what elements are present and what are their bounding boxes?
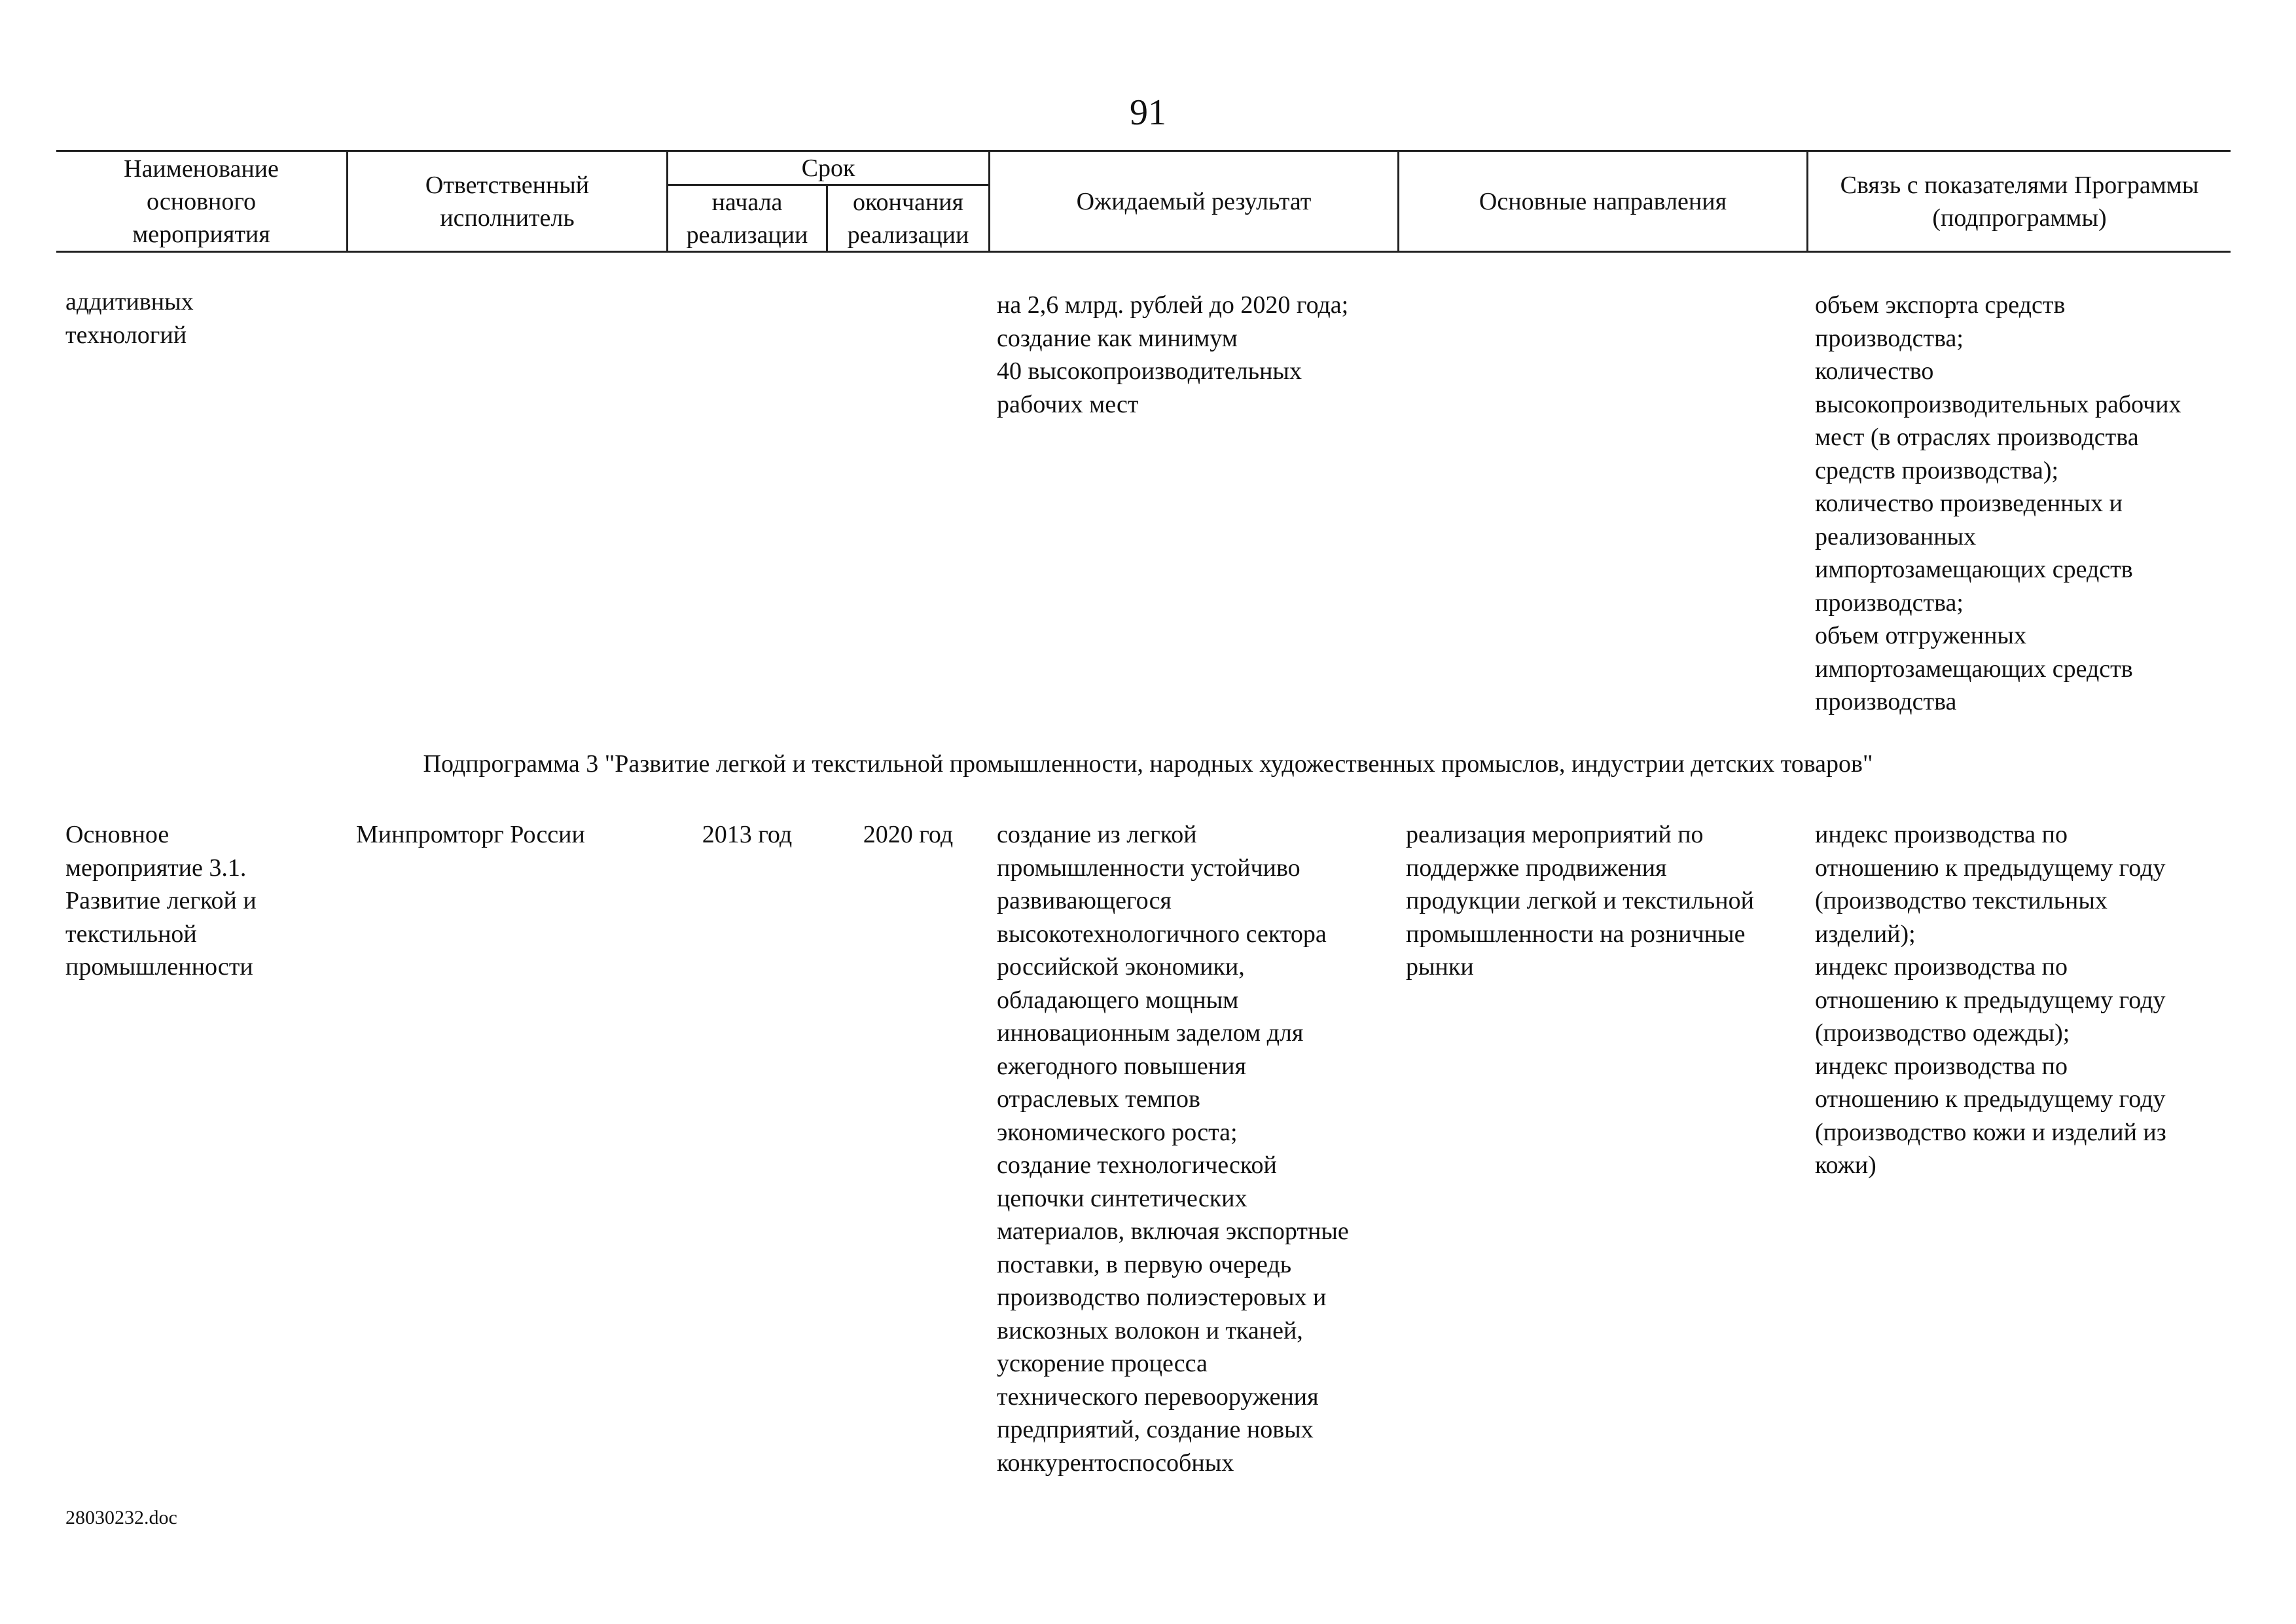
subprogram-title: Подпрограмма 3 "Развитие легкой и текстильной промышленности, народных художественных промыслов, индустрии детских товаров" (423, 750, 1873, 778)
header-name: Наименование основного мероприятия (124, 154, 279, 248)
header-result: Ожидаемый результат (1076, 187, 1312, 215)
row2-end: 2020 год (863, 821, 954, 848)
row2-name: Основное мероприятие 3.1. Развитие легкой и текстильной промышленности (65, 821, 257, 981)
row2-indicators: индекс производства по отношению к предыдущему году (производство текстильных изделий); индекс производства по отношению к предыдущему году (производство одежды); индекс производства по отношению к предыдущему году (производство кожи и изделий из кожи) (1815, 821, 2166, 1179)
row2-executor: Минпромторг России (356, 821, 585, 848)
page-number: 91 (1130, 92, 1166, 133)
row1-indicators: объем экспорта средств производства; количество высокопроизводительных рабочих мест (в отраслях производства средств производства); количество произведенных и реализованных импортозамещающих средств производства; объем отгруженных импортозамещающих средств производства (1815, 291, 2181, 715)
row2-directions: реализация мероприятий по поддержке продвижения продукции легкой и текстильной промышленности на розничные рынки (1406, 821, 1754, 981)
row1-result: на 2,6 млрд. рублей до 2020 года; создание как минимум 40 высокопроизводительных рабочих мест (997, 291, 1349, 418)
row2-start: 2013 год (702, 821, 793, 848)
header-indicators: Связь с показателями Программы (подпрограммы) (1840, 171, 2199, 232)
header-start: начала реализации (686, 188, 808, 249)
document-filename: 28030232.doc (65, 1507, 177, 1528)
header-srok: Срок (801, 154, 855, 182)
header-bottom-border (56, 251, 2231, 253)
header-executor: Ответственный исполнитель (425, 171, 590, 232)
header-directions: Основные направления (1479, 187, 1727, 215)
row1-name: аддитивных технологий (65, 288, 194, 349)
row2-result: создание из легкой промышленности устойчиво развивающегося высокотехнологичного сектора российской экономики, обладающего мощным инновационным заделом для ежегодного повышения отраслевых темпов экономического роста; создание технологической цепочки синтетических материалов, включая экспортные поставки, в первую очередь производство полиэстеровых и вискозных волокон и тканей, ускорение процесса технического перевооружения предприятий, создание новых конкурентоспособных (997, 821, 1349, 1477)
header-end: окончания реализации (847, 188, 969, 249)
